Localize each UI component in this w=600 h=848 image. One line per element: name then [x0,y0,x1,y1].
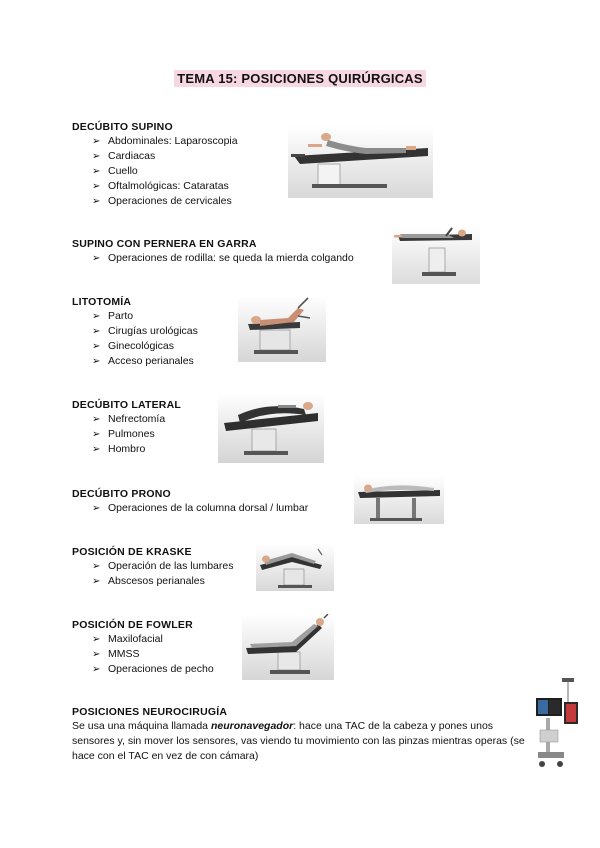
supine-table-image [288,126,433,198]
arrow-bullet-icon: ➢ [92,414,101,425]
arrow-bullet-icon: ➢ [92,151,101,162]
section-heading: DECÚBITO PRONO [72,488,171,500]
prone-table-image [354,476,444,524]
lateral-table-image [218,393,324,463]
section-heading: DECÚBITO LATERAL [72,399,181,411]
list-item: ➢ Operaciones de pecho [92,663,214,675]
list-item: ➢ Operaciones de rodilla: se queda la mierda colgando [92,252,354,264]
arrow-bullet-icon: ➢ [92,649,101,660]
section-heading: LITOTOMÍA [72,296,132,308]
arrow-bullet-icon: ➢ [92,253,101,264]
list-item: ➢ Oftalmológicas: Cataratas [92,180,229,192]
list-item: ➢ Cardiacas [92,150,156,162]
list-item: ➢ Cirugías urológicas [92,325,198,337]
arrow-bullet-icon: ➢ [92,561,101,572]
list-item: ➢ Pulmones [92,428,155,440]
section-heading: POSICIÓN DE FOWLER [72,619,193,631]
section-supino-pernera [72,238,354,266]
section-kraske [72,546,233,589]
list-item: ➢ Maxilofacial [92,633,163,645]
list-item: ➢ Operación de las lumbares [92,560,234,572]
arrow-bullet-icon: ➢ [92,356,101,367]
fowler-table-image [242,614,334,680]
section-decubito-lateral [72,399,181,457]
arrow-bullet-icon: ➢ [92,634,101,645]
section-heading: POSICIONES NEUROCIRUGÍA [72,706,228,718]
list-item: ➢ Ginecológicas [92,340,174,352]
arrow-bullet-icon: ➢ [92,196,101,207]
leg-holder-table-image [392,226,480,284]
arrow-bullet-icon: ➢ [92,576,101,587]
arrow-bullet-icon: ➢ [92,166,101,177]
list-item: ➢ Acceso perianales [92,355,194,367]
arrow-bullet-icon: ➢ [92,311,101,322]
list-item: ➢ Nefrectomía [92,413,166,425]
list-item: ➢ Operaciones de cervicales [92,195,232,207]
section-fowler [72,619,214,677]
section-heading: SUPINO CON PERNERA EN GARRA [72,238,257,250]
list-item: ➢ Cuello [92,165,138,177]
arrow-bullet-icon: ➢ [92,429,101,440]
list-item: ➢ Parto [92,310,134,322]
list-item: ➢ Operaciones de la columna dorsal / lumbar [92,502,309,514]
arrow-bullet-icon: ➢ [92,664,101,675]
list-item: ➢ Abdominales: Laparoscopia [92,135,238,147]
kraske-table-image [256,543,334,591]
arrow-bullet-icon: ➢ [92,444,101,455]
section-heading: DECÚBITO SUPINO [72,121,173,133]
arrow-bullet-icon: ➢ [92,341,101,352]
arrow-bullet-icon: ➢ [92,181,101,192]
bold-term: neuronavegador [210,720,294,732]
arrow-bullet-icon: ➢ [92,326,101,337]
section-decubito-supino [72,121,238,209]
list-item: ➢ MMSS [92,648,140,660]
list-item: ➢ Abscesos perianales [92,575,205,587]
page-title-wrap [0,70,600,88]
arrow-bullet-icon: ➢ [92,503,101,514]
lithotomy-table-image [238,296,326,362]
section-heading: POSICIÓN DE KRASKE [72,546,192,558]
list-item: ➢ Hombro [92,443,146,455]
arrow-bullet-icon: ➢ [92,136,101,147]
section-decubito-prono [72,488,308,516]
neuronavigator-image [530,676,582,776]
page-title: TEMA 15: POSICIONES QUIRÚRGICAS [174,70,426,87]
section-litotomia [72,296,198,369]
neuro-paragraph: Se usa una máquina llamada neuronavegador: hace una TAC de la cabeza y pones unos sensores y, sin mover los sensores, vas viendo tu movimiento con las pinzas mientras operas (se hace con el TAC en vez de con cámara) [72,720,525,762]
section-neurocirugia [72,706,532,764]
